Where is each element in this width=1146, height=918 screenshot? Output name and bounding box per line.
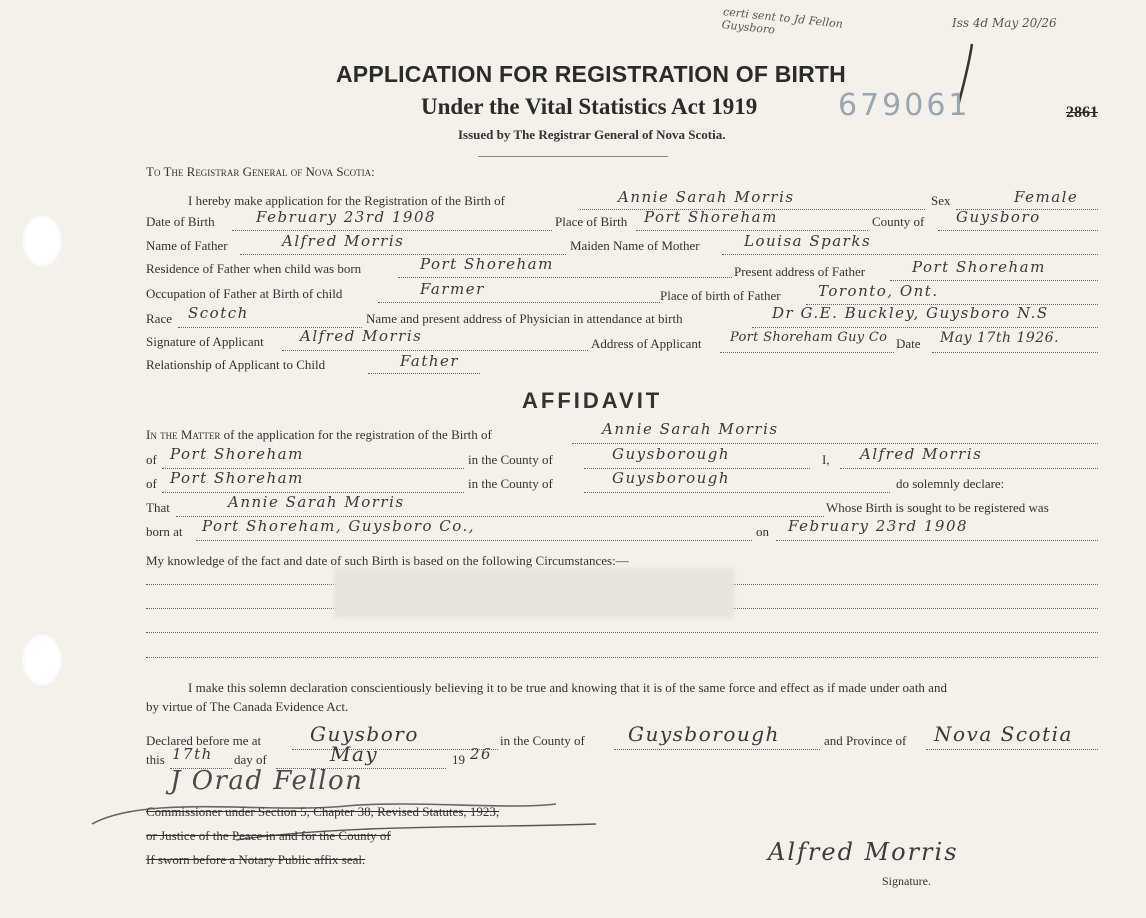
commissioner-text: Commissioner under Section 5, Chapter 38, Revised Statutes, 1923, (146, 804, 500, 819)
relationship-line (368, 373, 480, 374)
father-label: Name of Father (146, 238, 228, 253)
date-line (932, 352, 1098, 353)
occupation-label: Occupation of Father at Birth of child (146, 286, 343, 301)
matter-label (146, 427, 492, 443)
residence-value: Port Shoreham (420, 255, 554, 273)
declared-at-line (292, 749, 498, 750)
year-prefix: 19 (452, 752, 465, 767)
applicant-address-line (720, 352, 894, 353)
of-label-2: of (146, 476, 157, 491)
affidavit-heading: AFFIDAVIT (522, 388, 663, 413)
occupation-value: Farmer (420, 280, 485, 298)
father-value: Alfred Morris (282, 232, 405, 250)
stamp-number: 679061 (838, 88, 971, 123)
dob-line (232, 230, 552, 231)
knowledge-label: My knowledge of the fact and date of such Birth is based on the following Circumstances:— (146, 553, 629, 568)
born-on-value: February 23rd 1908 (788, 517, 969, 535)
commissioner-signature: J Orad Fellon (170, 766, 364, 796)
province-line (926, 749, 1098, 750)
intro-label: I hereby make application for the Registration of the Birth of (188, 193, 505, 208)
pob-value: Port Shoreham (644, 208, 778, 226)
mother-line (722, 254, 1098, 255)
in-county-label-2: in the County of (468, 476, 553, 491)
issued-by: Issued by The Registrar General of Nova Scotia. (458, 127, 726, 142)
pencil-note-right: Iss 4d May 20/26 (952, 16, 1057, 30)
mother-label: Maiden Name of Mother (570, 238, 700, 253)
of-label-1: of (146, 452, 157, 467)
matter-name-line (572, 443, 1098, 444)
child-name-value: Annie Sarah Morris (618, 188, 795, 206)
punch-hole-top (22, 215, 62, 267)
relationship-label: Relationship of Applicant to Child (146, 357, 326, 372)
present-address-line (890, 280, 1098, 281)
declare-label: do solemnly declare: (896, 476, 1005, 491)
i-label: I, (822, 452, 830, 467)
county-line (938, 230, 1098, 231)
applicant-signature-value: Alfred Morris (300, 327, 423, 345)
born-at-label: born at (146, 524, 183, 539)
father-birthplace-label: Place of birth of Father (660, 288, 781, 303)
born-at-value: Port Shoreham, Guysboro Co., (202, 517, 476, 535)
province-value: Nova Scotia (934, 722, 1073, 746)
day-of-label: day of (234, 752, 267, 767)
matter-label-text: of the application for the registration of the Birth of (223, 427, 492, 442)
declarant-line (840, 468, 1098, 469)
declared-at-value: Guysboro (310, 722, 419, 746)
that-name-value: Annie Sarah Morris (228, 493, 405, 511)
county2-line (584, 492, 890, 493)
in-county-label-1: in the County of (468, 452, 553, 467)
occupation-line (378, 302, 660, 303)
pob-label: Place of Birth (555, 214, 628, 229)
mother-value: Louisa Sparks (744, 232, 872, 250)
solemn-text-1: I make this solemn declaration conscientiously believing it to be true and knowing that it is of the same force and effect as if made under oath and (188, 680, 947, 695)
born-on-line (776, 540, 1098, 541)
form-subtitle: Under the Vital Statistics Act 1919 (421, 94, 758, 119)
physician-label: Name and present address of Physician in attendance at birth (366, 311, 683, 326)
sex-label: Sex (931, 193, 951, 208)
province-label: and Province of (824, 733, 907, 748)
present-address-value: Port Shoreham (912, 258, 1046, 276)
this-label: this (146, 752, 165, 767)
justice-text: or Justice of the Peace in and for the County of (146, 828, 391, 843)
physician-line (752, 327, 1098, 328)
matter-label-smallcaps: In the Matter (146, 427, 221, 442)
declared-at-label: Declared before me at (146, 733, 262, 748)
county-value: Guysboro (956, 208, 1041, 226)
county3-line (614, 749, 820, 750)
solemn-text-2: by virtue of The Canada Evidence Act. (146, 699, 349, 714)
matter-name-value: Annie Sarah Morris (602, 420, 779, 438)
addressee: To The Registrar General of Nova Scotia: (146, 164, 375, 179)
physician-value: Dr G.E. Buckley, Guysboro N.S (772, 304, 1049, 322)
form-title: APPLICATION FOR REGISTRATION OF BIRTH (336, 61, 846, 87)
county3-value: Guysborough (628, 722, 780, 746)
whose-label: Whose Birth is sought to be registered was (826, 500, 1049, 515)
that-label: That (146, 500, 170, 515)
applicant-signature-line (282, 350, 588, 351)
date-label: Date (896, 336, 921, 351)
declarant-signature: Alfred Morris (768, 838, 959, 866)
year-suffix: 26 (470, 745, 493, 763)
father-birthplace-value: Toronto, Ont. (818, 282, 939, 300)
race-value: Scotch (188, 304, 249, 322)
month-value: May (330, 742, 379, 766)
header-divider (478, 156, 668, 157)
erased-area (334, 568, 734, 618)
date-value: May 17th 1926. (940, 330, 1060, 346)
knowledge-line-3 (146, 632, 1098, 633)
sex-value: Female (1014, 188, 1079, 206)
applicant-address-label: Address of Applicant (591, 336, 702, 351)
county2-value: Guysborough (612, 469, 731, 487)
dob-label: Date of Birth (146, 214, 215, 229)
dob-value: February 23rd 1908 (256, 208, 437, 226)
residence-label: Residence of Father when child was born (146, 261, 362, 276)
pencil-note-left: certi sent to Jd Fellon Guysboro (721, 5, 844, 37)
born-at-line (196, 540, 752, 541)
pob-line (636, 230, 868, 231)
residence-line (398, 277, 732, 278)
declarant-value: Alfred Morris (860, 445, 983, 463)
applicant-signature-label: Signature of Applicant (146, 334, 264, 349)
county-label: County of (872, 214, 925, 229)
relationship-value: Father (400, 352, 460, 370)
knowledge-line-4 (146, 657, 1098, 658)
race-label: Race (146, 311, 172, 326)
present-address-label: Present address of Father (734, 264, 866, 279)
applicant-address-value: Port Shoreham Guy Co (730, 330, 888, 345)
county1-value: Guysborough (612, 445, 731, 463)
day-value: 17th (172, 745, 213, 763)
signature-label: Signature. (882, 874, 931, 888)
of-value-2: Port Shoreham (170, 469, 304, 487)
notary-text: If sworn before a Notary Public affix seal. (146, 852, 366, 867)
on-label: on (756, 524, 769, 539)
county3-label: in the County of (500, 733, 585, 748)
of-value-1: Port Shoreham (170, 445, 304, 463)
form-number: 2861 (1066, 104, 1098, 121)
punch-hole-bottom (22, 634, 62, 686)
